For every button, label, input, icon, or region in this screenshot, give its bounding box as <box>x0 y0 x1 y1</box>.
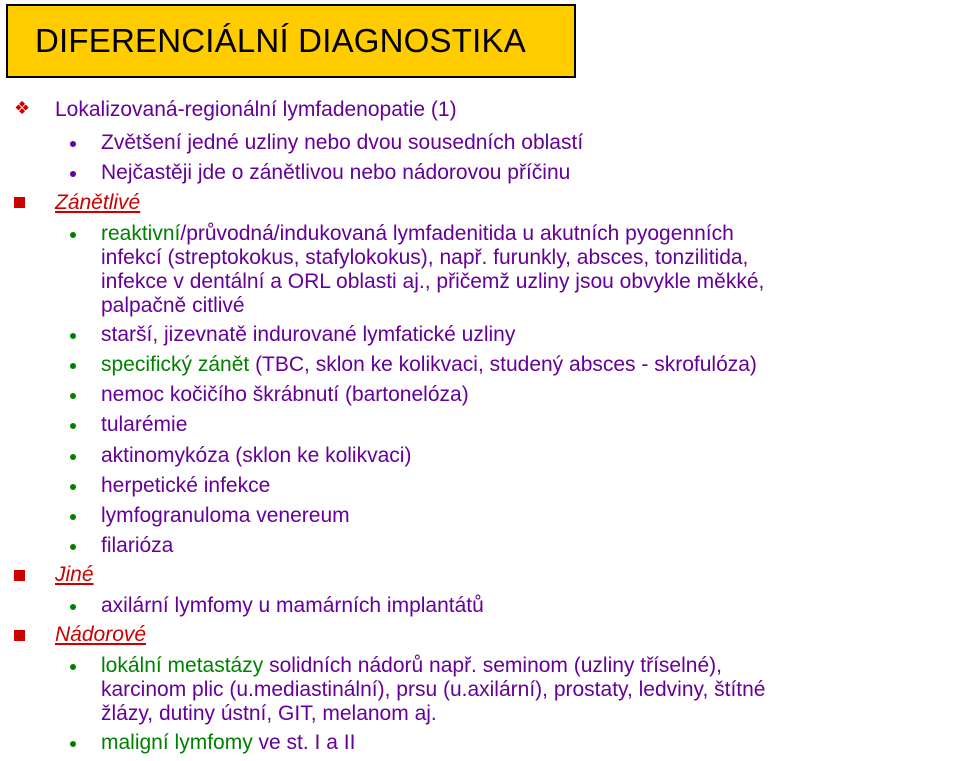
bullet-dot-icon <box>70 141 76 147</box>
diamond-bullet-icon: ❖ <box>14 98 31 118</box>
square-bullet-icon <box>14 570 25 581</box>
bullet-dot-icon <box>70 232 76 238</box>
bullet-dot-icon <box>70 484 76 490</box>
title-box <box>6 4 576 78</box>
bullet-dot-icon <box>70 544 76 550</box>
bullet-dot-icon <box>70 393 76 399</box>
bullet-dot-icon <box>70 363 76 369</box>
bullet-dot-icon <box>70 604 76 610</box>
bullet-dot-icon <box>70 664 76 670</box>
bullet-dot-icon <box>70 741 76 747</box>
square-bullet-icon <box>14 630 25 641</box>
bullet-dot-icon <box>70 454 76 460</box>
square-bullet-icon <box>14 197 25 208</box>
bullet-dot-icon <box>70 333 76 339</box>
bullet-dot-icon <box>70 423 76 429</box>
page-title: DIFERENCIÁLNÍ DIAGNOSTIKA <box>35 22 526 59</box>
bullet-dot-icon <box>70 171 76 177</box>
bullet-dot-icon <box>70 514 76 520</box>
